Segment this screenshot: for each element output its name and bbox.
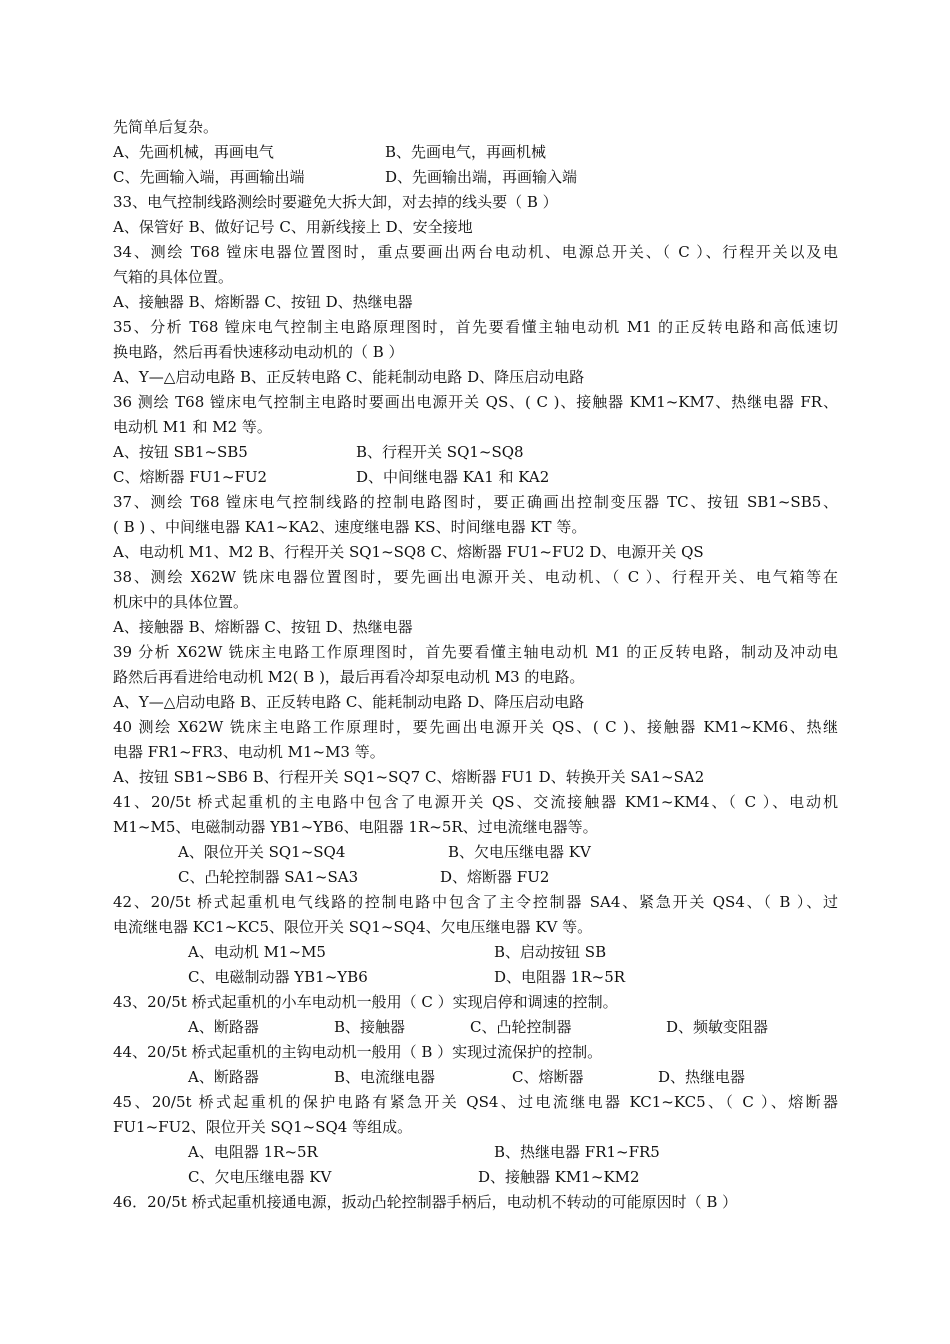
option: C、先画输入端，再画输出端 (113, 168, 305, 186)
question-text: 41、20/5t 桥式起重机的主电路中包含了电源开关 QS、交流接触器 KM1~KM4、（ C ）、电动机 (113, 793, 838, 811)
option: A、按钮 SB1~SB5 (113, 443, 248, 461)
option: A、电动机 M1~M5 (188, 943, 326, 961)
option: C、电磁制动器 YB1~YB6 (188, 968, 368, 986)
option-row: A、Y—△启动电路 B、正反转电路 C、能耗制动电路 D、降压启动电路 (113, 693, 585, 711)
question-text: M1~M5、电磁制动器 YB1~YB6、电阻器 1R~5R、过电流继电器等。 (113, 818, 598, 836)
option: B、欠电压继电器 KV (448, 843, 591, 861)
option-row (178, 865, 838, 890)
question-text: 35、分析 T68 镗床电气控制主电路原理图时，首先要看懂主轴电动机 M1 的正反转电路和高低速切 (113, 318, 838, 336)
option: D、频敏变阻器 (666, 1018, 769, 1036)
option-row: A、电动机 M1、M2 B、行程开关 SQ1~SQ8 C、熔断器 FU1~FU2 D、电源开关 QS (113, 543, 704, 561)
option: B、行程开关 SQ1~SQ8 (356, 443, 524, 461)
option-row (178, 1065, 838, 1090)
option: A、电阻器 1R~5R (188, 1143, 318, 1161)
option-row (113, 465, 838, 490)
question-text: 电流继电器 KC1~KC5、限位开关 SQ1~SQ4、欠电压继电器 KV 等。 (113, 918, 593, 936)
option: D、中间继电器 KA1 和 KA2 (356, 468, 550, 486)
option: B、电流继电器 (334, 1068, 436, 1086)
option: C、凸轮控制器 (470, 1018, 572, 1036)
question-text: 38、测绘 X62W 铣床电器位置图时，要先画出电源开关、电动机、（ C ）、行程开关、电气箱等在 (113, 568, 838, 586)
question-text: 33、电气控制线路测绘时要避免大拆大卸，对去掉的线头要（ B ） (113, 193, 558, 211)
question-text: 电器 FR1~FR3、电动机 M1~M3 等。 (113, 743, 385, 761)
question-text: 45、20/5t 桥式起重机的保护电路有紧急开关 QS4、过电流继电器 KC1~KC5、（ C ）、熔断器 (113, 1093, 838, 1111)
option-row (178, 1015, 838, 1040)
option: D、先画输出端，再画输入端 (385, 168, 578, 186)
option-row (178, 965, 838, 990)
question-text: 气箱的具体位置。 (113, 268, 234, 286)
question-text: 43、20/5t 桥式起重机的小车电动机一般用（ C ）实现启停和调速的控制。 (113, 993, 618, 1011)
question-text: ( B ) 、中间继电器 KA1~KA2、速度继电器 KS、时间继电器 KT 等。 (113, 518, 587, 536)
option: B、接触器 (334, 1018, 406, 1036)
option-row: A、保管好 B、做好记号 C、用新线接上 D、安全接地 (113, 218, 473, 236)
option: A、断路器 (188, 1068, 259, 1086)
text-line: 先简单后复杂。 (113, 118, 219, 136)
question-text: 46．20/5t 桥式起重机接通电源，扳动凸轮控制器手柄后，电动机不转动的可能原因时（ B ） (113, 1193, 738, 1211)
option: B、启动按钮 SB (494, 943, 607, 961)
option-row (113, 140, 838, 165)
option: D、接触器 KM1~KM2 (478, 1168, 640, 1186)
question-text: 机床中的具体位置。 (113, 593, 249, 611)
question-text: 39 分析 X62W 铣床主电路工作原理图时，首先要看懂主轴电动机 M1 的正反转电路，制动及冲动电 (113, 643, 838, 661)
option-row (178, 1140, 838, 1165)
question-text: 37、测绘 T68 镗床电气控制线路的控制电路图时，要正确画出控制变压器 TC、按钮 SB1~SB5、 (113, 493, 838, 511)
question-text: 路然后再看进给电动机 M2( B )，最后再看冷却泵电动机 M3 的电路。 (113, 668, 585, 686)
question-text: 44、20/5t 桥式起重机的主钩电动机一般用（ B ）实现过流保护的控制。 (113, 1043, 603, 1061)
option: C、凸轮控制器 SA1~SA3 (178, 868, 359, 886)
option: C、熔断器 (512, 1068, 584, 1086)
question-text: 电动机 M1 和 M2 等。 (113, 418, 272, 436)
option-row (178, 1165, 838, 1190)
option-row (178, 840, 838, 865)
option: D、熔断器 FU2 (440, 868, 550, 886)
option-row (113, 440, 838, 465)
option-row: A、按钮 SB1~SB6 B、行程开关 SQ1~SQ7 C、熔断器 FU1 D、转换开关 SA1~SA2 (113, 768, 705, 786)
option-row (113, 165, 838, 190)
question-text: FU1~FU2、限位开关 SQ1~SQ4 等组成。 (113, 1118, 413, 1136)
option-row: A、接触器 B、熔断器 C、按钮 D、热继电器 (113, 293, 413, 311)
option: A、断路器 (188, 1018, 259, 1036)
option: C、欠电压继电器 KV (188, 1168, 332, 1186)
option-row: A、Y—△启动电路 B、正反转电路 C、能耗制动电路 D、降压启动电路 (113, 368, 585, 386)
question-text: 34、测绘 T68 镗床电器位置图时，重点要画出两台电动机、电源总开关、（ C ）、行程开关以及电 (113, 243, 838, 261)
question-text: 40 测绘 X62W 铣床主电路工作原理时，要先画出电源开关 QS、( C )、接触器 KM1~KM6、热继 (113, 718, 838, 736)
question-text: 36 测绘 T68 镗床电气控制主电路时要画出电源开关 QS、( C )、接触器 KM1~KM7、热继电器 FR、 (113, 393, 838, 411)
option: A、限位开关 SQ1~SQ4 (178, 843, 346, 861)
option-row (178, 940, 838, 965)
option: D、热继电器 (658, 1068, 746, 1086)
question-text: 42、20/5t 桥式起重机电气线路的控制电路中包含了主令控制器 SA4、紧急开关 QS4、（ B ）、过 (113, 893, 838, 911)
question-text: 换电路，然后再看快速移动电动机的（ B ） (113, 343, 404, 361)
option: C、熔断器 FU1~FU2 (113, 468, 267, 486)
option: D、电阻器 1R~5R (494, 968, 626, 986)
option-row: A、接触器 B、熔断器 C、按钮 D、热继电器 (113, 618, 413, 636)
option: B、热继电器 FR1~FR5 (494, 1143, 660, 1161)
option: B、先画电气，再画机械 (385, 143, 547, 161)
option: A、先画机械，再画电气 (113, 143, 274, 161)
